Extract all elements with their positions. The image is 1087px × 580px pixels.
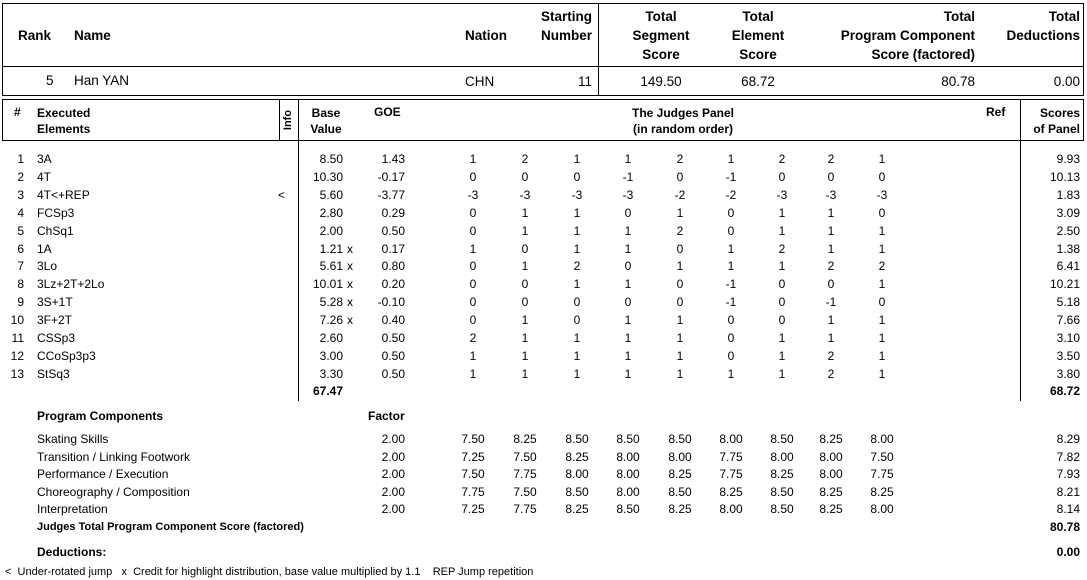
total-segment-score: 149.50 — [640, 74, 682, 89]
judge-component-mark: 8.25 — [668, 502, 692, 516]
judge-component-mark: 7.75 — [870, 467, 894, 481]
element-base-value: 3.30 — [319, 366, 343, 381]
judge-goe-mark: 0 — [469, 169, 477, 184]
judge-goe-mark: 1 — [878, 331, 886, 345]
element-number: 7 — [17, 259, 24, 274]
judge-goe-mark: 1 — [878, 223, 886, 238]
element-x-flag: x — [347, 277, 353, 292]
judge-component-mark: 8.00 — [668, 449, 692, 464]
judge-goe-mark: -1 — [725, 277, 737, 292]
judge-goe-mark: 2 — [778, 241, 786, 256]
total-deductions-header: Total Deductions — [1006, 9, 1080, 43]
element-code: CSSp3 — [37, 331, 76, 345]
element-panel-score: 3.50 — [1056, 348, 1080, 363]
judge-goe-mark: 1 — [676, 205, 684, 220]
judge-component-mark: 8.00 — [819, 449, 843, 464]
element-number: 8 — [17, 277, 24, 292]
element-goe: 1.43 — [381, 152, 405, 166]
component-factor: 2.00 — [381, 502, 405, 516]
judge-goe-mark: 1 — [676, 366, 684, 381]
component-panel-score: 8.21 — [1056, 484, 1080, 499]
element-base-value: 2.60 — [319, 331, 343, 345]
judge-goe-mark: 0 — [727, 205, 735, 220]
judge-goe-mark: 0 — [469, 277, 477, 292]
judge-component-mark: 8.25 — [819, 502, 843, 516]
judge-goe-mark: 1 — [827, 205, 835, 220]
deductions-label: Deductions: — [37, 545, 107, 559]
judge-component-mark: 8.50 — [565, 432, 589, 446]
judge-goe-mark: -1 — [825, 295, 837, 310]
judge-goe-mark: 2 — [521, 152, 529, 166]
judge-goe-mark: 1 — [573, 331, 581, 345]
scores-of-panel-header: Scores of Panel — [1033, 106, 1080, 136]
judge-goe-mark: 1 — [878, 277, 886, 292]
judge-goe-mark: 0 — [573, 169, 581, 184]
judge-goe-mark: 2 — [827, 366, 835, 381]
element-goe: 0.40 — [381, 313, 405, 328]
judge-goe-mark: 0 — [778, 295, 786, 310]
num-header: # — [14, 105, 21, 119]
judge-goe-mark: 1 — [521, 331, 529, 345]
judge-component-mark: 8.50 — [565, 484, 589, 499]
judge-component-mark: 8.00 — [719, 502, 743, 516]
header-divider-scores — [1020, 99, 1021, 141]
total-pcs-score: 80.78 — [941, 74, 975, 89]
element-base-value: 10.30 — [312, 169, 343, 184]
judge-goe-mark: -1 — [725, 169, 737, 184]
judge-component-mark: 7.50 — [513, 484, 537, 499]
judge-goe-mark: 1 — [521, 205, 529, 220]
judge-component-mark: 8.25 — [668, 467, 692, 481]
judge-component-mark: 8.50 — [770, 484, 794, 499]
judge-component-mark: 7.75 — [513, 502, 537, 516]
component-name: Choreography / Composition — [37, 484, 190, 499]
judge-component-mark: 8.00 — [616, 484, 640, 499]
judge-goe-mark: 0 — [521, 241, 529, 256]
judge-goe-mark: 0 — [727, 313, 735, 328]
element-goe: 0.50 — [381, 348, 405, 363]
judge-goe-mark: 0 — [676, 241, 684, 256]
element-number: 2 — [17, 169, 24, 184]
element-info: < — [278, 187, 286, 202]
element-panel-score: 9.93 — [1056, 152, 1080, 166]
judge-goe-mark: 1 — [827, 241, 835, 256]
judge-goe-mark: 1 — [778, 348, 786, 363]
judge-goe-mark: 1 — [676, 259, 684, 274]
judge-goe-mark: 1 — [469, 366, 477, 381]
judge-goe-mark: 1 — [573, 277, 581, 292]
judge-component-mark: 7.50 — [513, 449, 537, 464]
element-panel-score: 1.83 — [1056, 187, 1080, 202]
judge-goe-mark: 2 — [676, 223, 684, 238]
judge-goe-mark: 1 — [624, 241, 632, 256]
element-code: 4T — [37, 169, 52, 184]
component-panel-score: 8.14 — [1056, 502, 1080, 516]
component-name: Performance / Execution — [37, 467, 169, 481]
component-panel-score: 7.82 — [1056, 449, 1080, 464]
skater-nation: CHN — [465, 74, 495, 89]
judge-component-mark: 7.75 — [461, 484, 485, 499]
judge-goe-mark: 1 — [624, 331, 632, 345]
judge-goe-mark: 1 — [878, 366, 886, 381]
judge-goe-mark: 2 — [778, 152, 786, 166]
judge-component-mark: 7.75 — [719, 449, 743, 464]
judge-goe-mark: 1 — [521, 348, 529, 363]
element-code: 3Lz+2T+2Lo — [37, 277, 105, 292]
judge-goe-mark: 1 — [727, 152, 735, 166]
element-code: 3A — [37, 152, 52, 166]
component-name: Skating Skills — [37, 432, 109, 446]
element-code: CCoSp3p3 — [37, 348, 96, 363]
judge-component-mark: 8.25 — [870, 484, 894, 499]
judge-goe-mark: 0 — [878, 205, 886, 220]
element-goe: 0.20 — [381, 277, 405, 292]
nation-header: Nation — [465, 28, 507, 43]
element-code: StSq3 — [37, 366, 70, 381]
judge-goe-mark: 1 — [573, 223, 581, 238]
element-goe: -0.10 — [377, 295, 405, 310]
judge-goe-mark: 0 — [521, 277, 529, 292]
element-base-value: 8.50 — [319, 152, 343, 166]
total-pcs-header: Total Program Component Score (factored) — [840, 9, 975, 62]
element-base-value: 2.80 — [319, 205, 343, 220]
header-divider-info-left — [279, 99, 280, 141]
element-base-value: 10.01 — [312, 277, 343, 292]
judge-goe-mark: 1 — [521, 313, 529, 328]
component-factor: 2.00 — [381, 449, 405, 464]
judge-goe-mark: 1 — [469, 241, 477, 256]
judge-goe-mark: 1 — [521, 366, 529, 381]
component-factor: 2.00 — [381, 484, 405, 499]
judge-goe-mark: 0 — [727, 331, 735, 345]
judge-goe-mark: -3 — [825, 187, 837, 202]
judge-component-mark: 8.50 — [616, 432, 640, 446]
judge-goe-mark: 1 — [521, 223, 529, 238]
judge-component-mark: 7.50 — [461, 467, 485, 481]
element-x-flag: x — [347, 313, 353, 328]
judge-goe-mark: 0 — [676, 277, 684, 292]
judge-goe-mark: 1 — [573, 241, 581, 256]
program-components-title: Program Components — [37, 409, 164, 423]
element-panel-score: 3.09 — [1056, 205, 1080, 220]
element-number: 4 — [17, 205, 24, 220]
element-x-flag: x — [347, 241, 353, 256]
judge-goe-mark: 1 — [469, 152, 477, 166]
judge-goe-mark: 1 — [676, 348, 684, 363]
element-code: 1A — [37, 241, 52, 256]
judge-goe-mark: 1 — [778, 223, 786, 238]
judge-goe-mark: 1 — [778, 366, 786, 381]
judge-goe-mark: 1 — [573, 366, 581, 381]
judge-goe-mark: 2 — [469, 331, 477, 345]
judge-goe-mark: 0 — [624, 205, 632, 220]
starting-number-header: Starting Number — [540, 9, 592, 43]
element-panel-score: 10.21 — [1049, 277, 1080, 292]
judge-goe-mark: 1 — [727, 366, 735, 381]
factor-header: Factor — [368, 409, 405, 423]
element-base-value: 5.60 — [319, 187, 343, 202]
judge-goe-mark: 0 — [827, 169, 835, 184]
element-number: 6 — [17, 241, 24, 256]
judge-goe-mark: 2 — [676, 152, 684, 166]
judge-goe-mark: 0 — [469, 205, 477, 220]
element-panel-score: 5.18 — [1056, 295, 1080, 310]
judge-component-mark: 7.25 — [461, 502, 485, 516]
element-number: 5 — [17, 223, 24, 238]
element-number: 9 — [17, 295, 24, 310]
element-x-flag: x — [347, 295, 353, 310]
judge-goe-mark: 2 — [827, 259, 835, 274]
judge-component-mark: 8.50 — [770, 502, 794, 516]
judge-goe-mark: 1 — [778, 259, 786, 274]
element-base-value: 5.28 — [319, 295, 343, 310]
judge-goe-mark: 0 — [573, 313, 581, 328]
info-header: Info — [282, 109, 294, 131]
element-panel-score: 1.38 — [1056, 241, 1080, 256]
judge-goe-mark: 0 — [727, 223, 735, 238]
judge-goe-mark: 1 — [521, 259, 529, 274]
judge-goe-mark: -1 — [725, 295, 737, 310]
judge-goe-mark: 1 — [878, 241, 886, 256]
judge-goe-mark: 0 — [469, 223, 477, 238]
judge-goe-mark: 0 — [624, 295, 632, 310]
judge-goe-mark: 0 — [778, 277, 786, 292]
judge-goe-mark: 1 — [676, 331, 684, 345]
judge-goe-mark: 1 — [624, 223, 632, 238]
judge-goe-mark: 2 — [827, 348, 835, 363]
component-name: Transition / Linking Footwork — [37, 449, 190, 464]
element-panel-score: 3.80 — [1056, 366, 1080, 381]
legend-footnote: < Under-rotated jump x Credit for highlight distribution, base value multiplied by 1.1 REP Jump repetition — [5, 566, 534, 578]
element-goe: 0.50 — [381, 331, 405, 345]
judge-goe-mark: 1 — [573, 152, 581, 166]
judge-component-mark: 8.50 — [668, 484, 692, 499]
element-number: 13 — [10, 366, 24, 381]
judge-component-mark: 8.00 — [565, 467, 589, 481]
element-base-value: 7.26 — [319, 313, 343, 328]
judge-goe-mark: 1 — [827, 223, 835, 238]
judge-goe-mark: 0 — [469, 295, 477, 310]
judge-component-mark: 8.00 — [770, 449, 794, 464]
judge-goe-mark: -3 — [467, 187, 479, 202]
judge-goe-mark: 0 — [878, 295, 886, 310]
header-divider-info-right — [298, 99, 299, 141]
element-panel-score: 3.10 — [1056, 331, 1080, 345]
total-elements-score: 68.72 — [1049, 384, 1080, 398]
skater-starting-number: 11 — [577, 74, 592, 89]
judge-goe-mark: 1 — [878, 348, 886, 363]
judge-goe-mark: 1 — [727, 241, 735, 256]
element-goe: -0.17 — [377, 169, 405, 184]
judge-goe-mark: -3 — [519, 187, 531, 202]
element-base-value: 3.00 — [319, 348, 343, 363]
component-panel-score: 8.29 — [1056, 432, 1080, 446]
judge-component-mark: 8.00 — [719, 432, 743, 446]
judge-component-mark: 8.50 — [616, 502, 640, 516]
summary-separator — [598, 3, 599, 96]
judge-component-mark: 8.00 — [616, 449, 640, 464]
element-number: 12 — [10, 348, 24, 363]
judges-panel-header: The Judges Panel (in random order) — [631, 106, 735, 136]
judge-goe-mark: 1 — [878, 313, 886, 328]
element-panel-score: 7.66 — [1056, 313, 1080, 328]
judge-goe-mark: -3 — [571, 187, 583, 202]
judge-component-mark: 8.00 — [870, 502, 894, 516]
base-value-header: Base Value — [310, 106, 342, 136]
total-base-value: 67.47 — [312, 384, 343, 398]
ref-header: Ref — [986, 105, 1006, 119]
judge-goe-mark: 2 — [827, 152, 835, 166]
judge-goe-mark: 2 — [573, 259, 581, 274]
judge-goe-mark: 1 — [827, 313, 835, 328]
judge-goe-mark: 0 — [778, 313, 786, 328]
judge-component-mark: 8.25 — [770, 467, 794, 481]
skater-rank: 5 — [46, 73, 54, 88]
judge-component-mark: 8.25 — [513, 432, 537, 446]
judge-component-mark: 8.00 — [870, 432, 894, 446]
total-segment-score-header: Total Segment Score — [632, 9, 690, 62]
judge-goe-mark: -1 — [622, 169, 634, 184]
element-goe: 0.17 — [381, 241, 405, 256]
judge-goe-mark: 1 — [676, 313, 684, 328]
judge-component-mark: 8.25 — [565, 502, 589, 516]
judge-goe-mark: 1 — [624, 313, 632, 328]
judge-goe-mark: 0 — [727, 348, 735, 363]
judge-component-mark: 8.25 — [819, 432, 843, 446]
skater-name: Han YAN — [74, 73, 130, 88]
element-number: 11 — [11, 331, 24, 345]
element-code: ChSq1 — [37, 223, 74, 238]
judge-goe-mark: 0 — [624, 259, 632, 274]
element-number: 10 — [10, 313, 24, 328]
judge-goe-mark: -3 — [876, 187, 888, 202]
judge-goe-mark: 1 — [573, 348, 581, 363]
element-panel-score: 10.13 — [1049, 169, 1080, 184]
judge-component-mark: 8.50 — [668, 432, 692, 446]
total-deductions: 0.00 — [1053, 74, 1080, 89]
deductions-value: 0.00 — [1056, 545, 1080, 559]
summary-divider — [2, 66, 1084, 67]
element-goe: 0.50 — [381, 223, 405, 238]
element-base-value: 2.00 — [319, 223, 343, 238]
component-factor: 2.00 — [381, 467, 405, 481]
component-factor: 2.00 — [381, 432, 405, 446]
judge-goe-mark: 1 — [778, 331, 786, 345]
judge-goe-mark: 1 — [778, 205, 786, 220]
judge-goe-mark: -2 — [674, 187, 686, 202]
judge-goe-mark: 0 — [827, 277, 835, 292]
judge-goe-mark: 2 — [878, 259, 886, 274]
judge-component-mark: 7.75 — [719, 467, 743, 481]
element-base-value: 1.21 — [319, 241, 343, 256]
judge-component-mark: 7.50 — [870, 449, 894, 464]
judge-goe-mark: 0 — [878, 169, 886, 184]
element-goe: 0.29 — [381, 205, 405, 220]
judge-component-mark: 8.25 — [819, 484, 843, 499]
elements-header-box — [2, 99, 1084, 141]
judge-component-mark: 8.00 — [616, 467, 640, 481]
element-number: 1 — [17, 152, 24, 166]
judge-goe-mark: 0 — [521, 295, 529, 310]
judge-goe-mark: -3 — [622, 187, 634, 202]
element-code: 3F+2T — [37, 313, 73, 328]
total-element-score-header: Total Element Score — [731, 9, 785, 62]
judge-goe-mark: 0 — [469, 313, 477, 328]
judge-goe-mark: 0 — [676, 169, 684, 184]
executed-elements-header: Executed Elements — [37, 106, 91, 136]
judge-goe-mark: 0 — [676, 295, 684, 310]
element-code: 3S+1T — [37, 295, 73, 310]
pcs-total-value: 80.78 — [1049, 520, 1080, 534]
element-base-value: 5.61 — [319, 259, 343, 274]
judge-goe-mark: 0 — [573, 295, 581, 310]
element-goe: -3.77 — [377, 187, 405, 202]
judge-goe-mark: 0 — [521, 169, 529, 184]
judge-goe-mark: -3 — [776, 187, 788, 202]
judge-goe-mark: 1 — [469, 348, 477, 363]
element-x-flag: x — [347, 259, 353, 274]
element-goe: 0.80 — [381, 259, 405, 274]
component-panel-score: 7.93 — [1056, 467, 1080, 481]
judge-goe-mark: 0 — [469, 259, 477, 274]
judge-goe-mark: -2 — [725, 187, 737, 202]
element-code: FCSp3 — [37, 205, 75, 220]
judge-component-mark: 7.25 — [461, 449, 485, 464]
judge-goe-mark: 0 — [778, 169, 786, 184]
element-panel-score: 2.50 — [1056, 223, 1080, 238]
judge-goe-mark: 1 — [827, 331, 835, 345]
judge-component-mark: 8.00 — [819, 467, 843, 481]
element-number: 3 — [17, 187, 24, 202]
name-header: Name — [74, 28, 111, 43]
pcs-total-label: Judges Total Program Component Score (factored) — [37, 521, 304, 533]
judge-goe-mark: 1 — [624, 152, 632, 166]
judge-component-mark: 8.25 — [719, 484, 743, 499]
element-code: 4T<+REP — [37, 187, 90, 202]
goe-header: GOE — [374, 105, 401, 119]
judge-goe-mark: 1 — [624, 348, 632, 363]
judge-component-mark: 7.50 — [461, 432, 485, 446]
judge-goe-mark: 1 — [624, 366, 632, 381]
element-goe: 0.50 — [381, 366, 405, 381]
judge-component-mark: 8.50 — [770, 432, 794, 446]
judge-component-mark: 8.25 — [565, 449, 589, 464]
judge-goe-mark: 1 — [878, 152, 886, 166]
component-name: Interpretation — [37, 502, 108, 516]
judge-goe-mark: 1 — [727, 259, 735, 274]
judge-goe-mark: 1 — [573, 205, 581, 220]
total-element-score: 68.72 — [741, 74, 775, 89]
element-code: 3Lo — [37, 259, 58, 274]
judge-component-mark: 7.75 — [513, 467, 537, 481]
element-panel-score: 6.41 — [1056, 259, 1080, 274]
rank-header: Rank — [18, 28, 52, 43]
judge-goe-mark: 1 — [624, 277, 632, 292]
